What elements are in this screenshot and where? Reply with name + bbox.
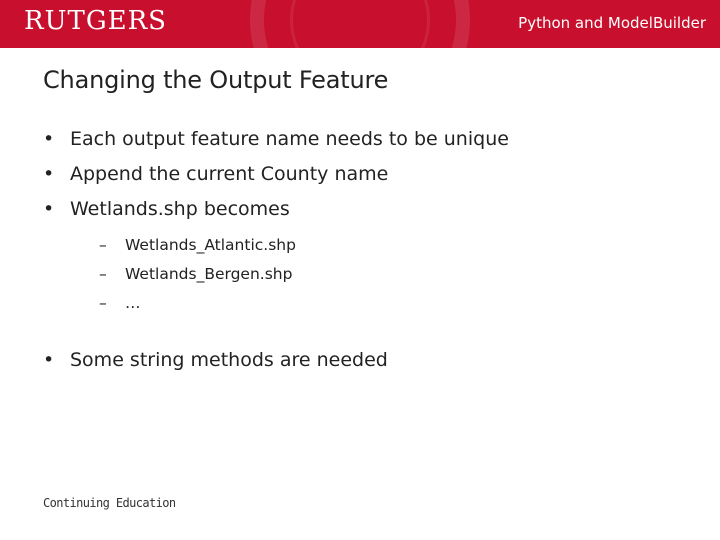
bullet-text: Each output feature name needs to be unique [70,128,509,150]
sub-item-text: … [125,294,141,312]
bullet-text: Wetlands.shp becomes [70,198,290,220]
bullet-text: Some string methods are needed [70,349,388,371]
slide-title: Changing the Output Feature [43,66,389,94]
sub-dash: – [99,236,107,254]
footer-text: Continuing Education [43,496,176,510]
bullet-text: Append the current County name [70,163,389,185]
bullet-item [43,126,683,161]
sub-item [99,231,683,260]
sub-dash: – [99,294,107,312]
rutgers-logo: RUTGERS [24,6,167,36]
bullet-item [43,347,683,382]
sub-item [99,289,683,318]
sub-item [99,260,683,289]
bullet-list [43,126,683,382]
bullet-dot: • [43,128,55,150]
bullet-dot: • [43,349,55,371]
sub-item-text: Wetlands_Bergen.shp [125,265,293,283]
seal-watermark-inner [290,0,430,48]
sub-list [43,231,683,347]
sub-dash: – [99,265,107,283]
sub-list-container [43,231,683,347]
bullet-dot: • [43,198,55,220]
bullet-item [43,196,683,231]
course-title: Python and ModelBuilder [518,14,706,32]
sub-item-text: Wetlands_Atlantic.shp [125,236,296,254]
bullet-dot: • [43,163,55,185]
bullet-item [43,161,683,196]
header-bar [0,0,720,48]
